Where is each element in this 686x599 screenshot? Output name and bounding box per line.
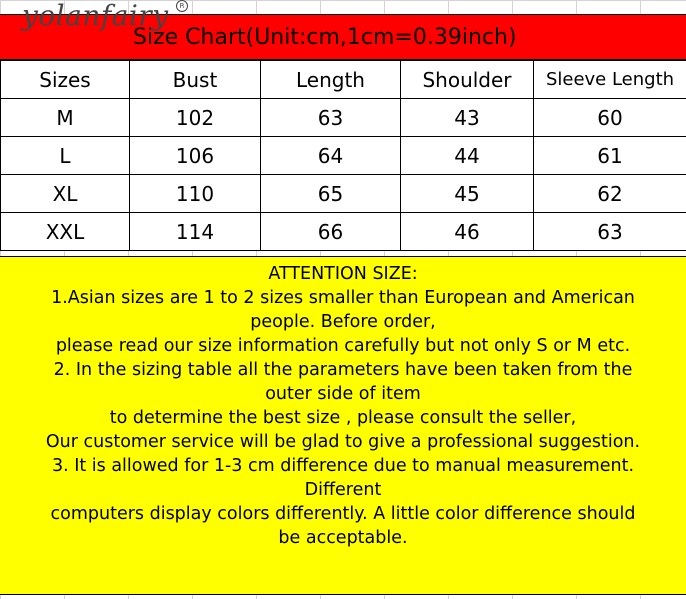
notice-line: Different	[304, 480, 382, 500]
cell-size: XXL	[1, 213, 130, 251]
cell-size: M	[1, 99, 130, 137]
chart-title: Size Chart(Unit:cm,1cm=0.39inch)	[133, 25, 517, 50]
cell-length: 64	[261, 137, 401, 175]
brand-logo: yolanfairy	[22, 0, 169, 32]
cell-shoulder: 43	[401, 99, 534, 137]
cell-bust: 114	[130, 213, 261, 251]
registered-mark-icon: R	[176, 0, 188, 12]
table-row	[1, 213, 686, 251]
size-table	[0, 60, 686, 251]
cell-bust: 102	[130, 99, 261, 137]
cell-bust: 110	[130, 175, 261, 213]
cell-length: 66	[261, 213, 401, 251]
table-row	[1, 175, 686, 213]
cell-length: 65	[261, 175, 401, 213]
notice-line: outer side of item	[265, 384, 421, 404]
notice-line: computers display colors differently. A little color difference should	[50, 504, 636, 524]
notice-line: please read our size information carefully but not only S or M etc.	[55, 336, 631, 356]
header-sleeve-length: Sleeve Length	[534, 61, 686, 99]
cell-bust: 106	[130, 137, 261, 175]
notice-line: to determine the best size , please consult the seller,	[109, 408, 577, 428]
header-bust: Bust	[130, 61, 261, 99]
table-header-row	[1, 61, 686, 99]
cell-shoulder: 45	[401, 175, 534, 213]
notice-line: 1.Asian sizes are 1 to 2 sizes smaller than European and American	[51, 288, 635, 308]
attention-notice	[0, 256, 686, 595]
notice-line: Our customer service will be glad to give a professional suggestion.	[45, 432, 641, 452]
cell-size: XL	[1, 175, 130, 213]
cell-shoulder: 44	[401, 137, 534, 175]
notice-line: people. Before order,	[250, 312, 436, 332]
cell-length: 63	[261, 99, 401, 137]
table-row	[1, 137, 686, 175]
notice-line: 2. In the sizing table all the parameters have been taken from the	[53, 360, 633, 380]
cell-sleeve-length: 61	[534, 137, 686, 175]
cell-sleeve-length: 62	[534, 175, 686, 213]
header-shoulder: Shoulder	[401, 61, 534, 99]
table-row	[1, 99, 686, 137]
cell-sleeve-length: 60	[534, 99, 686, 137]
header-sizes: Sizes	[1, 61, 130, 99]
cell-shoulder: 46	[401, 213, 534, 251]
cell-sleeve-length: 63	[534, 213, 686, 251]
notice-line: 3. It is allowed for 1-3 cm difference due to manual measurement.	[51, 456, 635, 476]
notice-heading: ATTENTION SIZE:	[268, 264, 418, 284]
header-length: Length	[261, 61, 401, 99]
cell-size: L	[1, 137, 130, 175]
notice-line: be acceptable.	[278, 528, 408, 548]
